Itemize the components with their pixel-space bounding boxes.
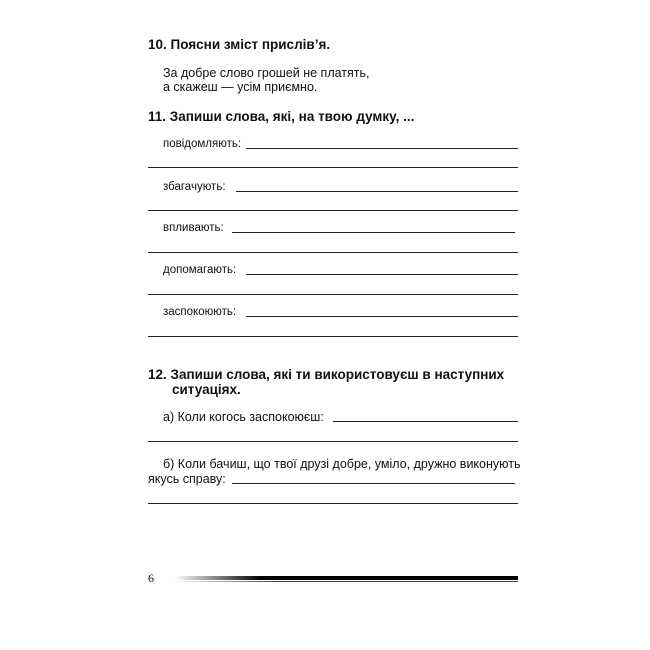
answer-line[interactable] bbox=[333, 421, 518, 422]
answer-line[interactable] bbox=[148, 503, 518, 504]
question-10-title: 10. Поясни зміст прислів’я. bbox=[148, 37, 331, 52]
answer-line[interactable] bbox=[148, 252, 518, 253]
answer-line[interactable] bbox=[246, 148, 518, 149]
footer-rule-thin bbox=[175, 581, 518, 582]
field-label-zbahachuiut: збагачують: bbox=[163, 181, 226, 193]
answer-line[interactable] bbox=[148, 210, 518, 211]
answer-line[interactable] bbox=[246, 316, 518, 317]
answer-line[interactable] bbox=[236, 191, 518, 192]
question-12b-label-line-2: якусь справу: bbox=[148, 472, 226, 486]
question-12b-label-line-1: б) Коли бачиш, що твої друзі добре, уміло, дружно виконують bbox=[163, 457, 521, 471]
field-label-vplyvaiut: впливають: bbox=[163, 222, 224, 234]
question-12-title-line-1: 12. Запиши слова, які ти використовуєш в наступних bbox=[148, 367, 505, 382]
answer-line[interactable] bbox=[148, 441, 518, 442]
field-label-povidomliaiut: повідомляють: bbox=[163, 138, 242, 150]
answer-line[interactable] bbox=[246, 274, 518, 275]
proverb-line-1: За добре слово грошей не платять, bbox=[163, 66, 370, 80]
answer-line[interactable] bbox=[232, 483, 515, 484]
field-label-dopomahaiut: допомагають: bbox=[163, 264, 237, 276]
answer-line[interactable] bbox=[148, 294, 518, 295]
answer-line[interactable] bbox=[148, 167, 518, 168]
question-12-title-line-2: ситуаціях. bbox=[172, 382, 241, 397]
field-label-zaspokoiuiut: заспокоюють: bbox=[163, 306, 237, 318]
question-11-title: 11. Запиши слова, які, на твою думку, ... bbox=[148, 109, 415, 124]
page-number: 6 bbox=[148, 571, 154, 585]
footer-rule bbox=[175, 576, 518, 580]
question-12a-label: а) Коли когось заспокоюєш: bbox=[163, 410, 324, 424]
answer-line[interactable] bbox=[148, 336, 518, 337]
proverb-line-2: а скажеш — усім приємно. bbox=[163, 80, 318, 94]
answer-line[interactable] bbox=[232, 232, 515, 233]
